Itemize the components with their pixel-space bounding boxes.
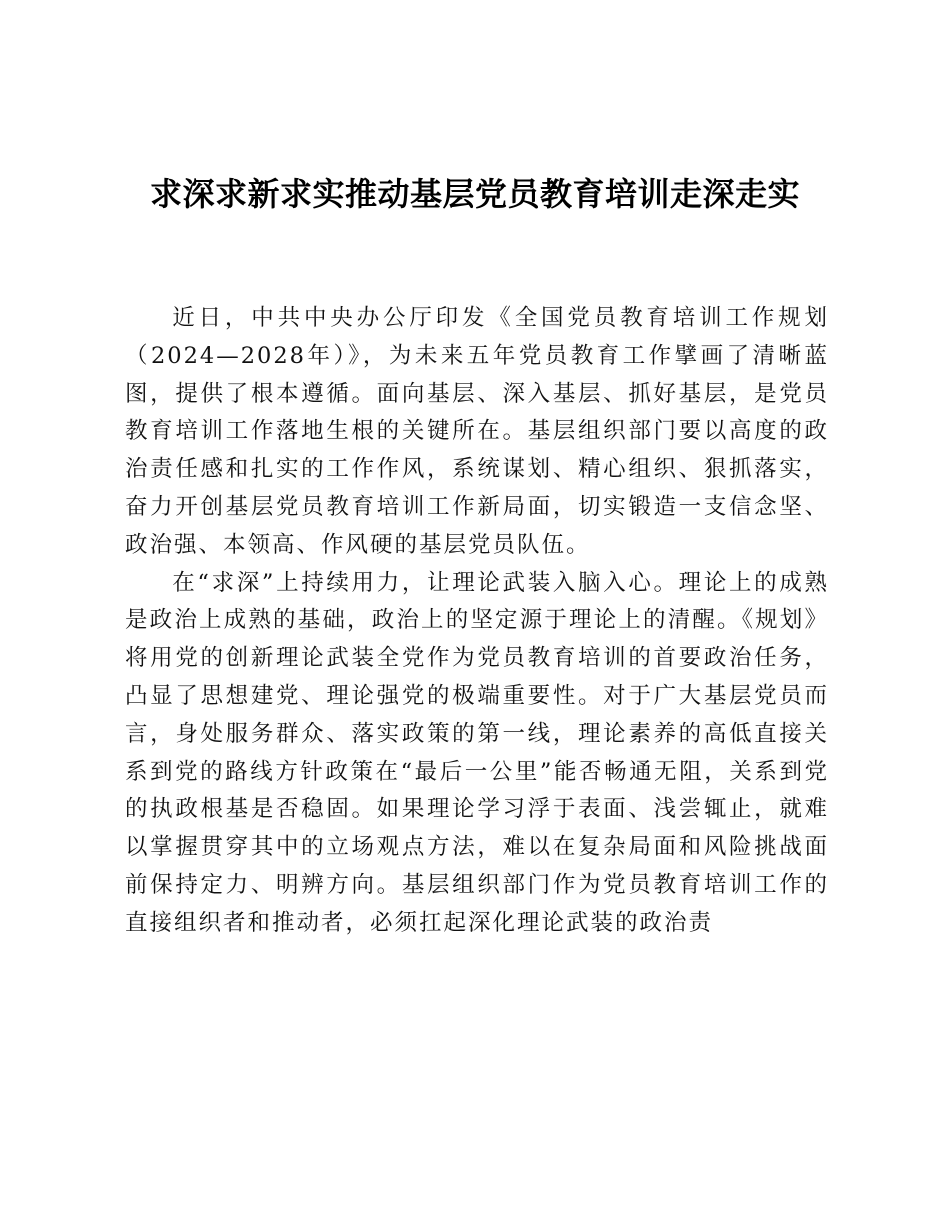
- paragraph-qiushen: 在“求深”上持续用力，让理论武装入脑入心。理论上的成熟是政治上成熟的基础，政治上的坚定源于理论上的清醒。《规划》将用党的创新理论武装全党作为党员教育培训的首要政治任务，凸显了思想建党、理论强党的极端重要性。对于广大基层党员而言，身处服务群众、落实政策的第一线，理论素养的高低直接关系到党的路线方针政策在“最后一公里”能否畅通无阻，关系到党的执政根基是否稳固。如果理论学习浮于表面、浅尝辄止，就难以掌握贯穿其中的立场观点方法，难以在复杂局面和风险挑战面前保持定力、明辨方向。基层组织部门作为党员教育培训工作的直接组织者和推动者，必须扛起深化理论武装的政治责: [125, 569, 829, 936]
- document-title: 求深求新求实推动基层党员教育培训走深走实: [149, 175, 800, 213]
- paragraph-intro: 近日，中共中央办公厅印发《全国党员教育培训工作规划（2024—2028年）》，为未来五年党员教育工作擘画了清晰蓝图，提供了根本遵循。面向基层、深入基层、抓好基层，是党员教育培训工作落地生根的关键所在。基层组织部门要以高度的政治责任感和扎实的工作作风，系统谋划、精心组织、狠抓落实，奋力开创基层党员教育培训工作新局面，切实锻造一支信念坚、政治强、本领高、作风硬的基层党员队伍。: [125, 305, 829, 558]
- document-body: [125, 300, 829, 943]
